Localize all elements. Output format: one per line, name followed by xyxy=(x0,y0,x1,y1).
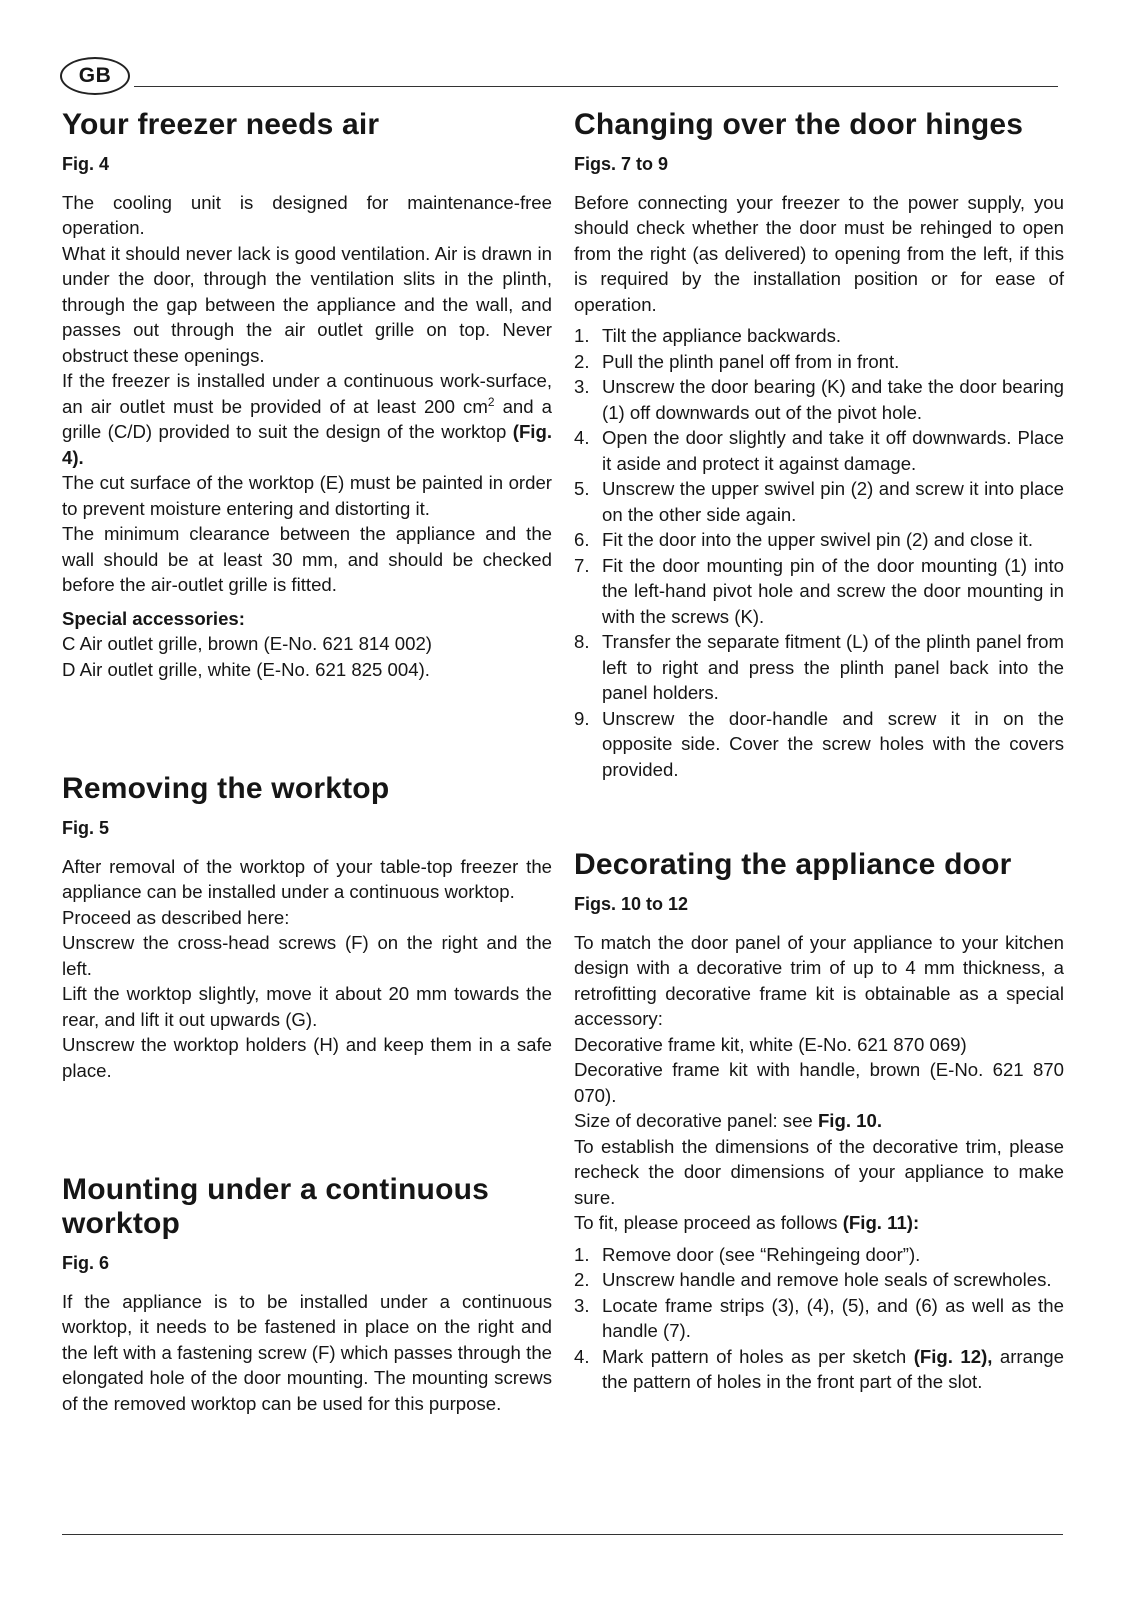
figure-reference: Fig. 4 xyxy=(62,154,110,174)
list-item xyxy=(574,425,1064,476)
section-title: Decorating the appliance door xyxy=(574,848,1012,881)
steps-list xyxy=(574,323,1064,782)
paragraph: The cut surface of the worktop (E) must be painted in order to prevent moisture entering and distorting it. xyxy=(62,472,552,519)
step-number: 2. xyxy=(574,350,590,372)
paragraph: To establish the dimensions of the decorative trim, please recheck the door dimensions of your appliance to make sure. xyxy=(574,1135,1064,1208)
superscript: 2 xyxy=(487,394,495,409)
paragraph: What it should never lack is good ventilation. Air is drawn in under the door, through the ventilation slits in the plinth, through the gap between the appliance and the wall, and passes out through the air outlet grille on top. Never obstruct these openings. xyxy=(62,242,552,366)
step-text: Tilt the appliance backwards. xyxy=(602,325,842,346)
list-item xyxy=(574,1267,1064,1293)
paragraph: If the appliance is to be installed under a continuous worktop, it needs to be fastened in place on the right and the left with a fastening screw (F) which passes through the elongated hole of the door mounting. The mounting screws of the removed worktop can be used for this purpose. xyxy=(62,1290,552,1414)
step-text: Fit the door mounting pin of the door mounting (1) into the left-hand pivot hole and screw the door mounting in with the screws (K). xyxy=(602,554,1064,627)
step-text: Fit the door into the upper swivel pin (2) and close it. xyxy=(602,529,1033,550)
step-text: Remove door (see “Rehingeing door”). xyxy=(602,1243,921,1265)
list-item xyxy=(574,553,1064,630)
step-text: Transfer the separate fitment (L) of the plinth panel from left to right and press the plinth panel back into the panel holders. xyxy=(602,631,1064,703)
step-text: Unscrew handle and remove hole seals of screwholes. xyxy=(602,1269,1052,1290)
paragraph: After removal of the worktop of your table-top freezer the appliance can be installed under a continuous worktop. xyxy=(62,855,552,902)
paragraph-worksurface xyxy=(62,368,552,470)
section-title: Changing over the door hinges xyxy=(574,108,1024,141)
text-run: Size of decorative panel: see xyxy=(574,1110,818,1131)
paragraph: Proceed as described here: xyxy=(62,906,290,928)
spacer xyxy=(62,682,552,772)
paragraph-fit xyxy=(574,1210,1064,1236)
header-rule xyxy=(134,86,1058,87)
accessory-item: D Air outlet grille, white (E-No. 621 825 004). xyxy=(62,658,430,680)
step-number: 1. xyxy=(574,1243,590,1265)
paragraph: The cooling unit is designed for maintenance-free operation. xyxy=(62,191,552,238)
step-text: Unscrew the door bearing (K) and take the door bearing (1) off downwards out of the pivot hole. xyxy=(602,376,1064,423)
steps-list xyxy=(574,1242,1064,1395)
step-number: 2. xyxy=(574,1269,590,1290)
left-column xyxy=(62,108,552,1416)
section-decorating-door xyxy=(574,848,1064,1395)
step-number: 3. xyxy=(574,376,590,397)
figure-reference: Fig. 10. xyxy=(817,1110,882,1131)
language-badge: GB xyxy=(60,57,130,95)
list-item xyxy=(574,1344,1064,1395)
paragraph: To match the door panel of your appliance to your kitchen design with a decorative trim of up to 4 mm thickness, a retrofitting decorative frame kit is obtainable as a special accessory: xyxy=(574,931,1064,1029)
figure-reference: Fig. 6 xyxy=(62,1253,110,1273)
paragraph: Decorative frame kit with handle, brown (E-No. 621 870 070). xyxy=(574,1059,1064,1106)
accessory-item: C Air outlet grille, brown (E-No. 621 814 002) xyxy=(62,633,432,654)
spacer xyxy=(574,782,1064,848)
step-number: 6. xyxy=(574,529,590,550)
paragraph: The minimum clearance between the appliance and the wall should be at least 30 mm, and should be checked before the air-outlet grille is fitted. xyxy=(62,523,552,595)
paragraph: Unscrew the cross-head screws (F) on the right and the left. xyxy=(62,932,552,979)
paragraph: Lift the worktop slightly, move it about 20 mm towards the rear, and lift it out upwards (G). xyxy=(62,983,552,1030)
section-title: Mounting under a continuous worktop xyxy=(62,1173,490,1240)
section-title: Your freezer needs air xyxy=(62,108,380,141)
spacer xyxy=(62,1083,552,1173)
list-item xyxy=(574,706,1064,783)
step-number: 5. xyxy=(574,478,590,499)
list-item xyxy=(574,629,1064,706)
section-mounting xyxy=(62,1173,552,1416)
list-item xyxy=(574,1293,1064,1344)
step-number: 1. xyxy=(574,325,590,346)
step-number: 4. xyxy=(574,1345,590,1367)
list-item xyxy=(574,323,1064,349)
text-run: To fit, please proceed as follows xyxy=(574,1212,843,1233)
figure-reference: (Fig. 11): xyxy=(842,1212,920,1233)
section-freezer-air xyxy=(62,108,552,682)
list-item xyxy=(574,527,1064,553)
step-number: 8. xyxy=(574,631,590,652)
section-title: Removing the worktop xyxy=(62,772,390,805)
list-item xyxy=(574,349,1064,375)
step-number: 9. xyxy=(574,707,590,729)
figure-reference: Fig. 5 xyxy=(62,818,110,838)
section-removing-worktop xyxy=(62,772,552,1083)
step-text: Locate frame strips (3), (4), (5), and (6) as well as the handle (7). xyxy=(602,1294,1064,1341)
paragraph: Before connecting your freezer to the power supply, you should check whether the door must be rehinged to open from the right (as delivered) to opening from the left, if this is required by the installation position or for ease of operation. xyxy=(574,191,1064,315)
list-item xyxy=(574,1242,1064,1268)
list-item xyxy=(574,374,1064,425)
figure-reference: (Fig. 12), xyxy=(913,1345,993,1367)
step-number: 3. xyxy=(574,1294,590,1316)
step-text: Mark pattern of holes as per sketch xyxy=(602,1345,914,1367)
step-text: Unscrew the upper swivel pin (2) and screw it into place on the other side again. xyxy=(602,478,1064,525)
paragraph-size xyxy=(574,1108,1064,1134)
figure-reference: Figs. 7 to 9 xyxy=(574,154,669,174)
list-item xyxy=(574,476,1064,527)
step-text: Pull the plinth panel off from in front. xyxy=(602,350,900,372)
step-text: Open the door slightly and take it off downwards. Place it aside and protect it against damage. xyxy=(602,427,1064,474)
text-run: and a grille (C/D) provided to suit the design of the worktop xyxy=(62,395,552,442)
step-number: 4. xyxy=(574,427,590,448)
section-door-hinges xyxy=(574,108,1064,782)
right-column xyxy=(574,108,1064,1395)
step-number: 7. xyxy=(574,554,590,576)
figure-reference: (Fig. 4). xyxy=(62,421,552,468)
figure-reference: Figs. 10 to 12 xyxy=(574,894,689,914)
footer-rule xyxy=(62,1534,1063,1535)
paragraph: Unscrew the worktop holders (H) and keep them in a safe place. xyxy=(62,1034,552,1081)
step-text: arrange the pattern of holes in the front part of the slot. xyxy=(602,1345,1064,1392)
text-run: If the freezer is installed under a continuous work-surface, an air outlet must be provided of at least 200 cm xyxy=(62,370,552,417)
accessories-title: Special accessories: xyxy=(62,607,245,629)
step-text: Unscrew the door-handle and screw it in on the opposite side. Cover the screw holes with the covers provided. xyxy=(602,707,1064,780)
paragraph: Decorative frame kit, white (E-No. 621 870 069) xyxy=(574,1033,967,1055)
